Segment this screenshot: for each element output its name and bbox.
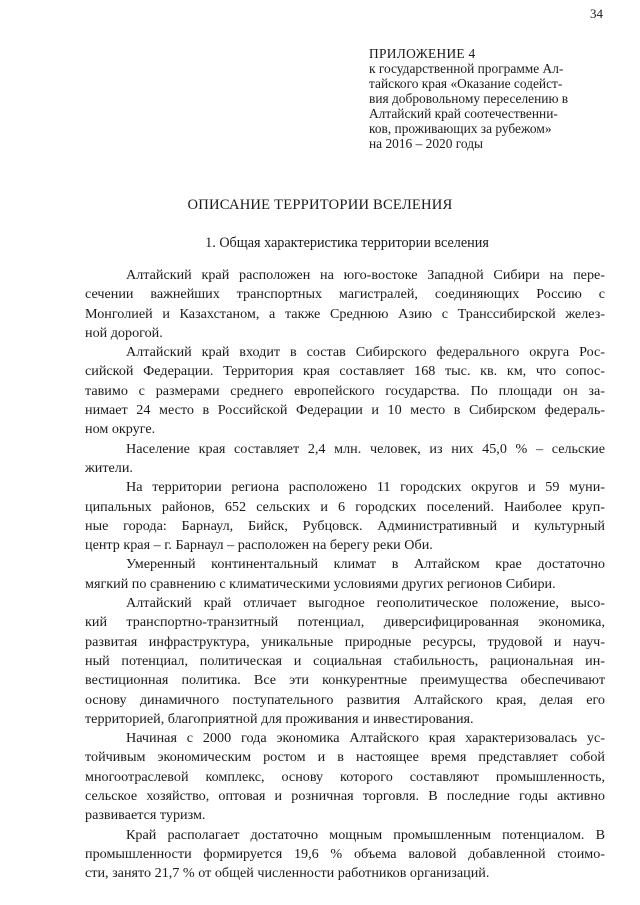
text-line: Алтайский край входит в состав Сибирского федерального округа Рос- xyxy=(126,344,605,361)
appendix-line: к государственной программе Ал- xyxy=(369,61,564,76)
body-paragraph xyxy=(85,826,605,884)
text-line: вестиционная политика. Все эти конкурентные преимущества обеспечивают xyxy=(85,672,605,689)
text-line: промышленности формируется 19,6 % объема валовой добавленной стоимо- xyxy=(85,845,605,862)
appendix-title: ПРИЛОЖЕНИЕ 4 xyxy=(369,46,476,61)
appendix-line: на 2016 – 2020 годы xyxy=(369,136,484,151)
text-line: Население края составляет 2,4 млн. человек, из них 45,0 % – сельские xyxy=(126,440,605,457)
text-line: Умеренный континентальный климат в Алтайском крае достаточно xyxy=(126,556,605,573)
body-paragraph xyxy=(85,343,605,439)
text-line: ный потенциал, политическая и социальная стабильность, рациональная ин- xyxy=(85,652,605,669)
text-line: ном округе. xyxy=(85,421,156,438)
text-line: развитая инфраструктура, уникальные природные ресурсы, трудовой и науч- xyxy=(85,633,605,650)
page-number: 34 xyxy=(590,6,603,21)
text-line: ные города: Барнаул, Бийск, Рубцовск. Административный и культурный xyxy=(85,517,605,534)
appendix-line: Алтайский край соотечественни- xyxy=(369,106,558,121)
text-line: сечении важнейших транспортных магистралей, соединяющих Россию с xyxy=(85,286,605,303)
text-line: центр края – г. Барнаул – расположен на берегу реки Оби. xyxy=(85,537,433,554)
text-line: мягкий по сравнению с климатическими условиями других регионов Сибири. xyxy=(85,575,556,592)
body-paragraph xyxy=(85,478,605,555)
body-paragraph xyxy=(85,729,605,825)
text-line: жители. xyxy=(85,459,133,476)
text-line: развивается туризм. xyxy=(85,807,206,824)
text-line: сийской Федерации. Территория края составляет 168 тыс. кв. км, что сопос- xyxy=(85,363,605,380)
text-line: ципальных районов, 652 сельских и 6 городских поселений. Наиболее круп- xyxy=(85,498,605,515)
text-line: Алтайский край отличает выгодное геополитическое положение, высо- xyxy=(126,595,605,612)
text-line: тавимо с размерами среднего европейского государства. По площади он за- xyxy=(85,382,605,399)
appendix-header xyxy=(369,46,603,151)
text-line: Алтайский край расположен на юго-востоке Западной Сибири на пере- xyxy=(126,267,605,283)
text-line: многоотраслевой комплекс, основу которого составляют промышленность, xyxy=(85,768,605,785)
body-paragraph xyxy=(85,594,605,729)
body-paragraph xyxy=(85,266,605,343)
text-line: ной дорогой. xyxy=(85,324,163,341)
body-paragraph xyxy=(85,440,605,479)
text-line: Край располагает достаточно мощным промышленным потенциалом. В xyxy=(126,826,605,843)
subsection-title: 1. Общая характеристика территории вселения xyxy=(205,235,489,251)
text-line: сти, занято 21,7 % от общей численности работников организаций. xyxy=(85,865,490,882)
text-line: территорией, благоприятной для проживания и инвестирования. xyxy=(85,710,474,727)
body-text xyxy=(85,266,605,884)
appendix-line: ков, проживающих за рубежом» xyxy=(369,121,552,136)
section-title: ОПИСАНИЕ ТЕРРИТОРИИ ВСЕЛЕНИЯ xyxy=(187,197,453,213)
text-line: нимает 24 место в Российской Федерации и 10 место в Сибирском федераль- xyxy=(85,402,605,419)
text-line: кий транспортно-транзитный потенциал, диверсифицированная экономика, xyxy=(85,614,605,631)
text-line: Начиная с 2000 года экономика Алтайского края характеризовалась ус- xyxy=(126,730,605,747)
text-line: Монголией и Казахстаном, а также Среднюю Азию с Транссибирской желез- xyxy=(85,305,605,322)
body-paragraph xyxy=(85,555,605,594)
text-line: сельское хозяйство, оптовая и розничная торговля. В последние годы активно xyxy=(85,788,605,805)
appendix-line: тайского края «Оказание содейст- xyxy=(369,76,563,91)
text-line: основу динамичного поступательного развития Алтайского края, делая его xyxy=(85,691,605,708)
text-line: На территории региона расположено 11 городских округов и 59 муни- xyxy=(126,479,605,496)
appendix-line: вия добровольному переселению в xyxy=(369,91,569,106)
text-line: тойчивым экономическим ростом и в настоящее время представляет собой xyxy=(85,749,605,766)
